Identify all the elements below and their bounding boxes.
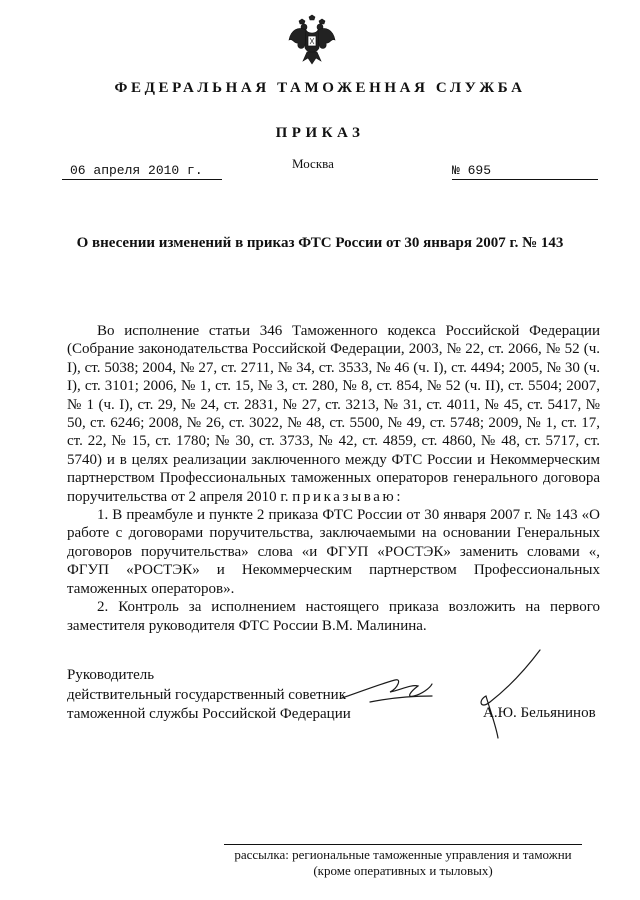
signatory-position: Руководитель — [67, 667, 155, 683]
russian-coat-of-arms-icon — [288, 14, 336, 66]
order-city: Москва — [292, 156, 334, 171]
document-type: ПРИКАЗ — [275, 125, 365, 141]
handwritten-signature-icon — [340, 640, 570, 740]
signatory-name: А.Ю. Бельянинов — [483, 705, 596, 721]
order-word: приказываю: — [292, 488, 404, 505]
order-date: 06 апреля 2010 г. — [62, 163, 222, 180]
signatory-rank: действительный государственный советник — [67, 686, 347, 703]
signatory-rank-cont: таможенной службы Российской Федерации — [67, 706, 351, 722]
preamble-text: Во исполнение статьи 346 Таможенного кодекса Российской Федерации (Собрание законодательства Российской Федерации, 2003, № 22, ст. 2066, № 52 (ч. I), ст. 5038; 2004, № 27, ст. 2711, № 34, ст. 3533, № 46 (ч. I), ст. 4494; 2005, № 30 (ч. I), ст. 3101; 2006, № 1, ст. 15, № 3, ст. 280, № 8, ст. 854, № 52 (ч. II), ст. 5504; 2007, № 1 (ч. I), ст. 29, № 24, ст. 2831, № 27, ст. 3213, № 31, ст. 4011, № 45, ст. 5417, № 50, ст. 6246; 2008, № 26, ст. 3022, № 48, ст. 5500, № 49, ст. 5748; 2009, № 1, ст. 17, ст. 22, № 15, ст. 1780; № 30, ст. 3733, № 42, ст. 4859, ст. 4860, № 48, ст. 5717, ст. 5740) и в целях реализации заключенного между ФТС России и Некоммерческим партнерством Профессиональных таможенных операторов генерального договора поручительства от 2 апреля 2010 г. — [67, 323, 600, 505]
order-title: О внесении изменений в приказ ФТС России от 30 января 2007 г. № 143 — [76, 235, 564, 251]
signatory-block — [67, 666, 351, 725]
order-preamble — [67, 322, 600, 506]
agency-name: ФЕДЕРАЛЬНАЯ ТАМОЖЕННАЯ СЛУЖБА — [114, 80, 526, 96]
distribution-divider — [224, 844, 582, 845]
order-item-2: 2. Контроль за исполнением настоящего приказа возложить на первого заместителя руководителя ФТС России В.М. Малинина. — [67, 599, 600, 634]
distribution-list — [224, 847, 582, 879]
distribution-line-2: (кроме оперативных и тыловых) — [313, 863, 493, 878]
order-number: № 695 — [452, 163, 598, 180]
order-body — [67, 322, 600, 635]
distribution-line-1: рассылка: региональные таможенные управления и таможни — [234, 847, 572, 862]
order-item-1: 1. В преамбуле и пункте 2 приказа ФТС России от 30 января 2007 г. № 143 «О работе с договорами поручительства, заключаемыми на основании Генеральных договоров поручительства» слова «и ФГУП «РОСТЭК» заменить словами «, ФГУП «РОСТЭК» и Некоммерческим партнерством Профессиональных таможенных операторов». — [67, 507, 600, 597]
